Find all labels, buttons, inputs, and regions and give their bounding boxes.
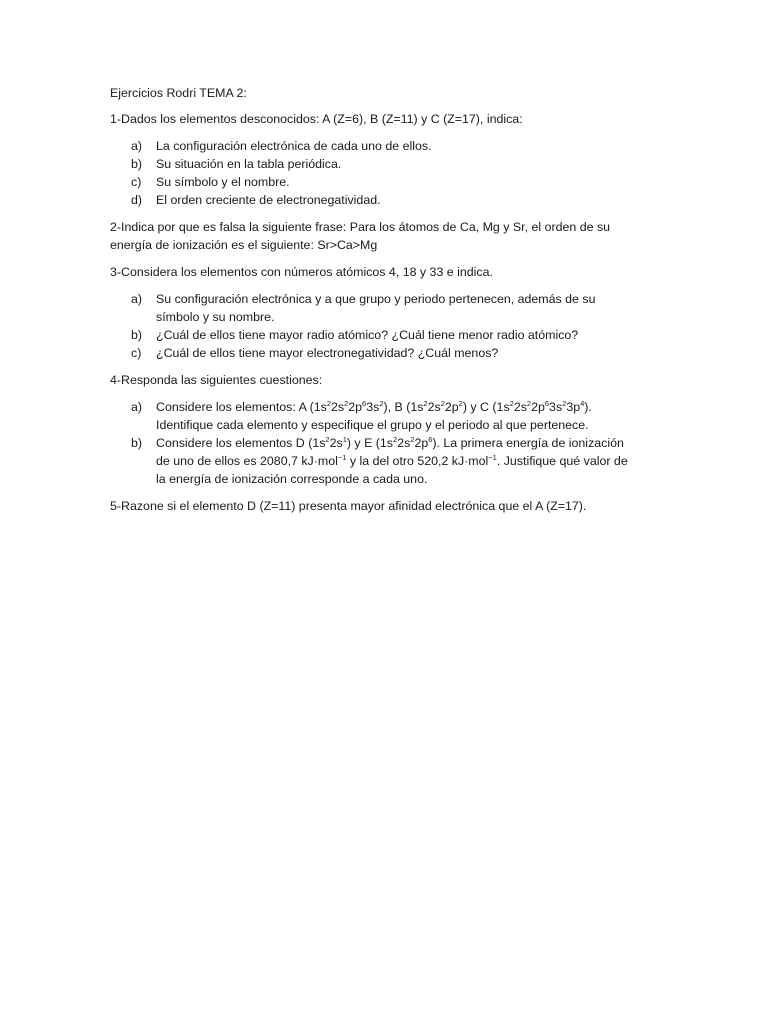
item-text: Su situación en la tabla periódica.: [156, 157, 342, 171]
superscript: 2: [423, 399, 428, 408]
question-4: 4-Responda las siguientes cuestiones:: [110, 373, 323, 387]
document-title: Ejercicios Rodri TEMA 2:: [110, 86, 247, 100]
question-3: 3-Considera los elementos con números atómicos 4, 18 y 33 e indica.: [110, 265, 493, 279]
item-marker: b): [131, 157, 143, 171]
superscript: 2: [344, 399, 349, 408]
item-marker: a): [131, 292, 143, 306]
superscript: 2: [326, 399, 331, 408]
question-3-list: [110, 290, 640, 362]
item-marker: a): [131, 400, 143, 414]
item-rich-text: Considere los elementos: A $(1s^22s^22p^63s^2)$, B $(1s^22s^22p^2)$ y C $(1s^22s^22p^63s^23p^4)$. Identifique cada elemento y especifique el grupo y el periodo al que pertenece.: [156, 399, 592, 432]
superscript: 6: [544, 399, 550, 408]
item-marker: b): [131, 328, 143, 342]
question-4-item-a: [110, 398, 640, 434]
item-text: Su configuración electrónica y a que grupo y periodo pertenecen, además de su símbolo y su nombre.: [156, 292, 596, 324]
item-marker: a): [131, 139, 143, 153]
question-3-item-b: [110, 326, 640, 344]
question-3-item-c: [110, 344, 640, 362]
superscript: 6: [428, 435, 433, 444]
item-text: ¿Cuál de ellos tiene mayor radio atómico? ¿Cuál tiene menor radio atómico?: [156, 328, 579, 342]
question-1-item-c: [110, 173, 640, 191]
question-5: 5-Razone si el elemento D (Z=11) presenta mayor afinidad electrónica que el A (Z=17).: [110, 499, 587, 513]
item-text: El orden creciente de electronegatividad.: [156, 193, 381, 207]
item-marker: c): [131, 175, 142, 189]
superscript: 2: [526, 399, 532, 408]
superscript: 4: [580, 399, 585, 408]
question-1-item-a: [110, 137, 640, 155]
superscript: 2: [379, 399, 384, 408]
superscript: 2: [325, 435, 330, 444]
question-3-item-a: [110, 290, 640, 326]
superscript: −1: [337, 453, 347, 462]
question-1-list: [110, 137, 640, 209]
superscript: 2: [393, 435, 398, 444]
item-marker: b): [131, 436, 143, 450]
superscript: −1: [488, 453, 497, 462]
superscript: 2: [458, 399, 463, 408]
item-marker: d): [131, 193, 143, 207]
question-4-list: [110, 398, 640, 488]
question-1-item-b: [110, 155, 640, 173]
superscript: 1: [342, 435, 347, 444]
item-text: Su símbolo y el nombre.: [156, 175, 290, 189]
superscript: 2: [562, 399, 567, 408]
item-text: ¿Cuál de ellos tiene mayor electronegatividad? ¿Cuál menos?: [156, 346, 499, 360]
item-marker: c): [131, 346, 142, 360]
item-text: La configuración electrónica de cada uno de ellos.: [156, 139, 432, 153]
superscript: 2: [440, 399, 445, 408]
question-1: 1-Dados los elementos desconocidos: A (Z=6), B (Z=11) y C (Z=17), indica:: [110, 112, 523, 126]
document-page: [110, 84, 640, 524]
question-4-item-b: [110, 434, 640, 488]
item-rich-text: Considere los elementos D $(1s^22s^1)$ y E $(1s^22s^22p^6)$. La primera energía de ionización de uno de ellos es 2080,7 kJ·mol$^{-1}$ y la del otro 520,2 kJ·mol$^{-1}$. Justifique qué valor de la energía de ionización corresponde a cada uno.: [156, 435, 628, 486]
superscript: 6: [362, 399, 367, 408]
question-1-item-d: [110, 191, 640, 209]
superscript: 2: [509, 399, 514, 408]
superscript: 2: [410, 435, 415, 444]
question-2: 2-Indica por que es falsa la siguiente frase: Para los átomos de Ca, Mg y Sr, el orden de su energía de ionización es el siguiente: Sr>Ca>Mg: [110, 220, 611, 252]
